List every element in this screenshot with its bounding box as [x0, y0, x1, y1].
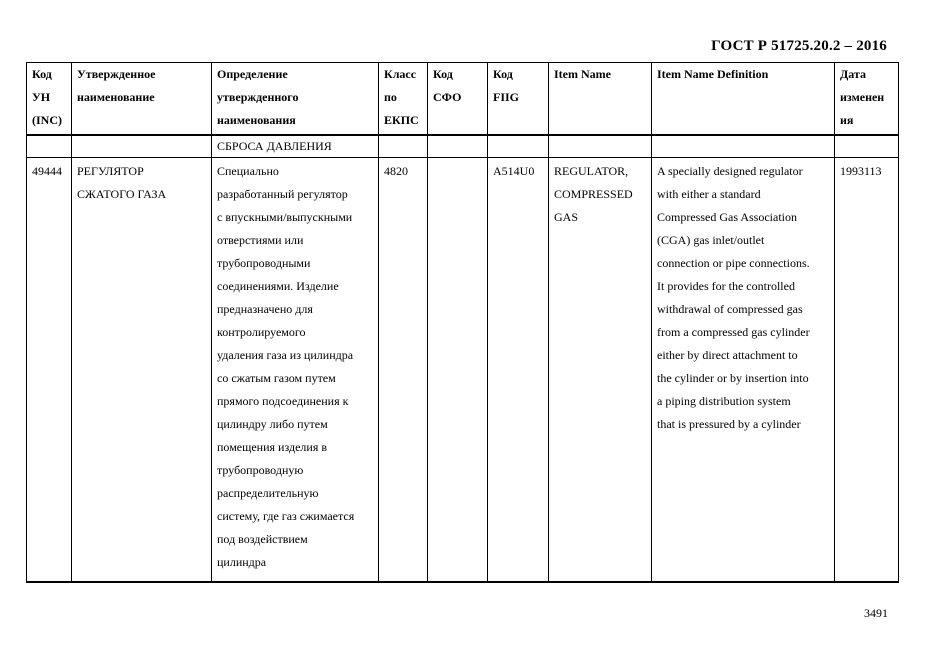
- table-header-row: [27, 63, 899, 135]
- document-standard-title: ГОСТ Р 51725.20.2 – 2016: [711, 38, 887, 54]
- item-name-cell: REGULATOR, COMPRESSED GAS: [549, 157, 652, 582]
- table-cell: [428, 135, 488, 158]
- column-header-inc: Код УН (INC): [27, 63, 72, 135]
- column-header-definition: Определение утвержденного наименования: [212, 63, 379, 135]
- inc-cell: 49444: [27, 157, 72, 582]
- table-cell: [72, 135, 212, 158]
- column-header-item-definition: Item Name Definition: [652, 63, 835, 135]
- table-cell: [652, 135, 835, 158]
- continuation-row: [27, 135, 899, 158]
- catalog-table: [26, 62, 899, 583]
- page-number: 3491: [864, 606, 888, 620]
- column-header-sfo: Код СФО: [428, 63, 488, 135]
- continued-definition-cell: СБРОСА ДАВЛЕНИЯ: [212, 135, 379, 158]
- table-cell: [27, 135, 72, 158]
- table-cell: [379, 135, 428, 158]
- fiig-cell: A514U0: [488, 157, 549, 582]
- table-cell: [549, 135, 652, 158]
- sfo-cell: [428, 157, 488, 582]
- column-header-class: Класс по ЕКПС: [379, 63, 428, 135]
- class-cell: 4820: [379, 157, 428, 582]
- table-cell: [835, 135, 899, 158]
- column-header-approved-name: Утвержденное наименование: [72, 63, 212, 135]
- column-header-date: Дата изменен ия: [835, 63, 899, 135]
- column-header-fiig: Код FIIG: [488, 63, 549, 135]
- table-cell: [488, 135, 549, 158]
- approved-name-cell: РЕГУЛЯТОР СЖАТОГО ГАЗА: [72, 157, 212, 582]
- definition-cell: Специально разработанный регулятор с впускными/выпускными отверстиями или трубопроводными соединениями. Изделие предназначено для контролируемого удаления газа из цилиндра со сжатым газом путем прямого подсоединения к цилиндру либо путем помещения изделия в трубопроводную распределительную систему, где газ сжимается под воздействием цилиндра: [212, 157, 379, 582]
- date-cell: 1993113: [835, 157, 899, 582]
- item-definition-cell: A specially designed regulator with either a standard Compressed Gas Association (CGA) gas inlet/outlet connection or pipe connections. It provides for the controlled withdrawal of compressed gas from a compressed gas cylinder either by direct attachment to the cylinder or by insertion into a piping distribution system that is pressured by a cylinder: [652, 157, 835, 582]
- column-header-item-name: Item Name: [549, 63, 652, 135]
- table-row: [27, 157, 899, 582]
